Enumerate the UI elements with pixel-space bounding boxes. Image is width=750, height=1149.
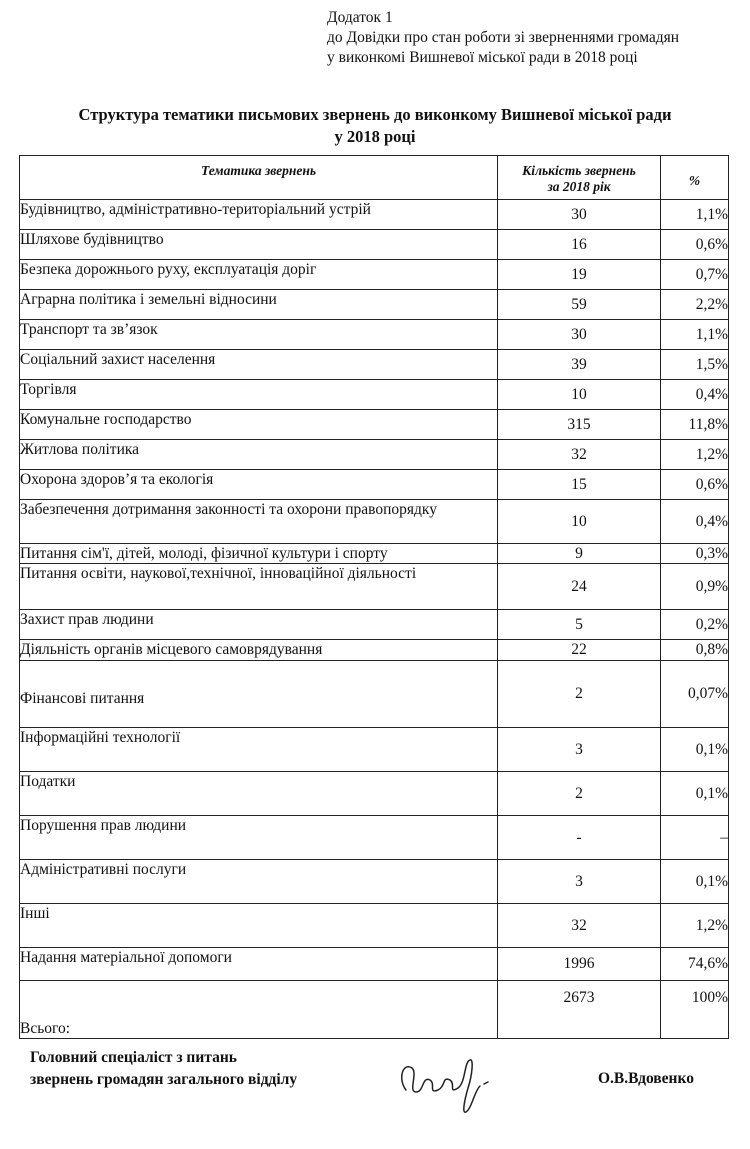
document-title: [0, 104, 750, 148]
topic-cell: Забезпечення дотримання законності та охорони правопорядку: [20, 500, 498, 544]
table-row: [20, 772, 729, 816]
percent-cell: 0,4%: [661, 500, 729, 544]
table-row: [20, 816, 729, 860]
count-cell: 32: [498, 904, 661, 948]
topic-cell: Всього:: [20, 981, 498, 1039]
position-line-1: Головний спеціаліст з питань: [30, 1049, 237, 1066]
topic-cell: Податки: [20, 772, 498, 816]
table-row: [20, 470, 729, 500]
percent-cell: 0,1%: [661, 772, 729, 816]
percent-cell: 0,07%: [661, 661, 729, 728]
table-row: [20, 860, 729, 904]
table-row: [20, 230, 729, 260]
topic-cell: Безпека дорожнього руху, експлуатація доріг: [20, 260, 498, 290]
count-cell: 315: [498, 410, 661, 440]
count-cell: 2673: [498, 981, 661, 1039]
appendix-line-1: Додаток 1: [327, 9, 393, 26]
percent-cell: 1,1%: [661, 200, 729, 230]
table-row: [20, 610, 729, 640]
count-cell: 19: [498, 260, 661, 290]
count-cell: 5: [498, 610, 661, 640]
topic-cell: Питання сім'ї, дітей, молоді, фізичної культури і спорту: [20, 544, 498, 564]
count-cell: 2: [498, 772, 661, 816]
topic-cell: Шляхове будівництво: [20, 230, 498, 260]
percent-cell: 0,6%: [661, 470, 729, 500]
percent-cell: 0,3%: [661, 544, 729, 564]
topic-cell: Адміністративні послуги: [20, 860, 498, 904]
table-row: [20, 260, 729, 290]
table-row: [20, 544, 729, 564]
topic-cell: Торгівля: [20, 380, 498, 410]
percent-cell: 0,8%: [661, 640, 729, 661]
topic-cell: Транспорт та зв’язок: [20, 320, 498, 350]
table-row: [20, 948, 729, 981]
percent-cell: 11,8%: [661, 410, 729, 440]
percent-cell: 0,4%: [661, 380, 729, 410]
topic-cell: Порушення прав людини: [20, 816, 498, 860]
count-cell: 30: [498, 200, 661, 230]
count-cell: 3: [498, 728, 661, 772]
title-line-2: у 2018 році: [334, 127, 416, 146]
topic-cell: Питання освіти, наукової,технічної, інноваційної діяльності: [20, 564, 498, 610]
count-cell: 22: [498, 640, 661, 661]
percent-cell: 1,2%: [661, 440, 729, 470]
topic-cell: Захист прав людини: [20, 610, 498, 640]
percent-cell: 0,1%: [661, 728, 729, 772]
count-cell: 3: [498, 860, 661, 904]
topic-cell: Інші: [20, 904, 498, 948]
header-percent: %: [661, 156, 729, 200]
percent-cell: 0,1%: [661, 860, 729, 904]
percent-cell: 1,5%: [661, 350, 729, 380]
table-row: [20, 350, 729, 380]
handwritten-signature: [388, 1040, 518, 1120]
percent-cell: 0,7%: [661, 260, 729, 290]
table-header-row: [20, 156, 729, 200]
table-row: [20, 380, 729, 410]
percent-cell: 1,2%: [661, 904, 729, 948]
table-row: [20, 440, 729, 470]
signer-name: О.В.Вдовенко: [598, 1070, 694, 1087]
title-line-1: Структура тематики письмових звернень до виконкому Вишневої міської ради: [78, 105, 672, 124]
topic-cell: Фінансові питання: [20, 661, 498, 728]
count-cell: 9: [498, 544, 661, 564]
count-cell: 30: [498, 320, 661, 350]
signatory-position: [30, 1047, 297, 1091]
percent-cell: 0,9%: [661, 564, 729, 610]
header-count: [498, 156, 661, 200]
count-cell: 2: [498, 661, 661, 728]
position-line-2: звернень громадян загального відділу: [30, 1071, 298, 1088]
percent-cell: –: [661, 816, 729, 860]
appendix-line-2: до Довідки про стан роботи зі зверненнями громадян: [327, 29, 680, 46]
appendix-line-3: у виконкомі Вишневої міської ради в 2018 році: [327, 49, 638, 66]
percent-cell: 0,6%: [661, 230, 729, 260]
table-row: [20, 320, 729, 350]
appeals-table: [19, 155, 729, 1039]
total-row: [20, 981, 729, 1039]
topic-cell: Надання матеріальної допомоги: [20, 948, 498, 981]
table-row: [20, 200, 729, 230]
topic-cell: Будівництво, адміністративно-територіальний устрій: [20, 200, 498, 230]
count-cell: 39: [498, 350, 661, 380]
count-cell: -: [498, 816, 661, 860]
count-cell: 15: [498, 470, 661, 500]
table-row: [20, 410, 729, 440]
topic-cell: Інформаційні технології: [20, 728, 498, 772]
table-row: [20, 661, 729, 728]
count-cell: 16: [498, 230, 661, 260]
header-count-line-1: Кількість звернень: [522, 163, 636, 178]
count-cell: 24: [498, 564, 661, 610]
percent-cell: 2,2%: [661, 290, 729, 320]
count-cell: 1996: [498, 948, 661, 981]
table-row: [20, 728, 729, 772]
table-row: [20, 640, 729, 661]
count-cell: 59: [498, 290, 661, 320]
topic-cell: Комунальне господарство: [20, 410, 498, 440]
topic-cell: Житлова політика: [20, 440, 498, 470]
count-cell: 10: [498, 380, 661, 410]
percent-cell: 1,1%: [661, 320, 729, 350]
topic-cell: Соціальний захист населення: [20, 350, 498, 380]
appendix-note: [327, 8, 679, 68]
table-row: [20, 564, 729, 610]
table-row: [20, 500, 729, 544]
count-cell: 10: [498, 500, 661, 544]
percent-cell: 74,6%: [661, 948, 729, 981]
percent-cell: 100%: [661, 981, 729, 1039]
topic-cell: Діяльність органів місцевого самоврядування: [20, 640, 498, 661]
header-count-line-2: за 2018 рік: [547, 179, 611, 194]
header-topic: Тематика звернень: [20, 156, 498, 200]
topic-cell: Охорона здоров’я та екологія: [20, 470, 498, 500]
topic-cell: Аграрна політика і земельні відносини: [20, 290, 498, 320]
table-row: [20, 290, 729, 320]
table-row: [20, 904, 729, 948]
percent-cell: 0,2%: [661, 610, 729, 640]
count-cell: 32: [498, 440, 661, 470]
